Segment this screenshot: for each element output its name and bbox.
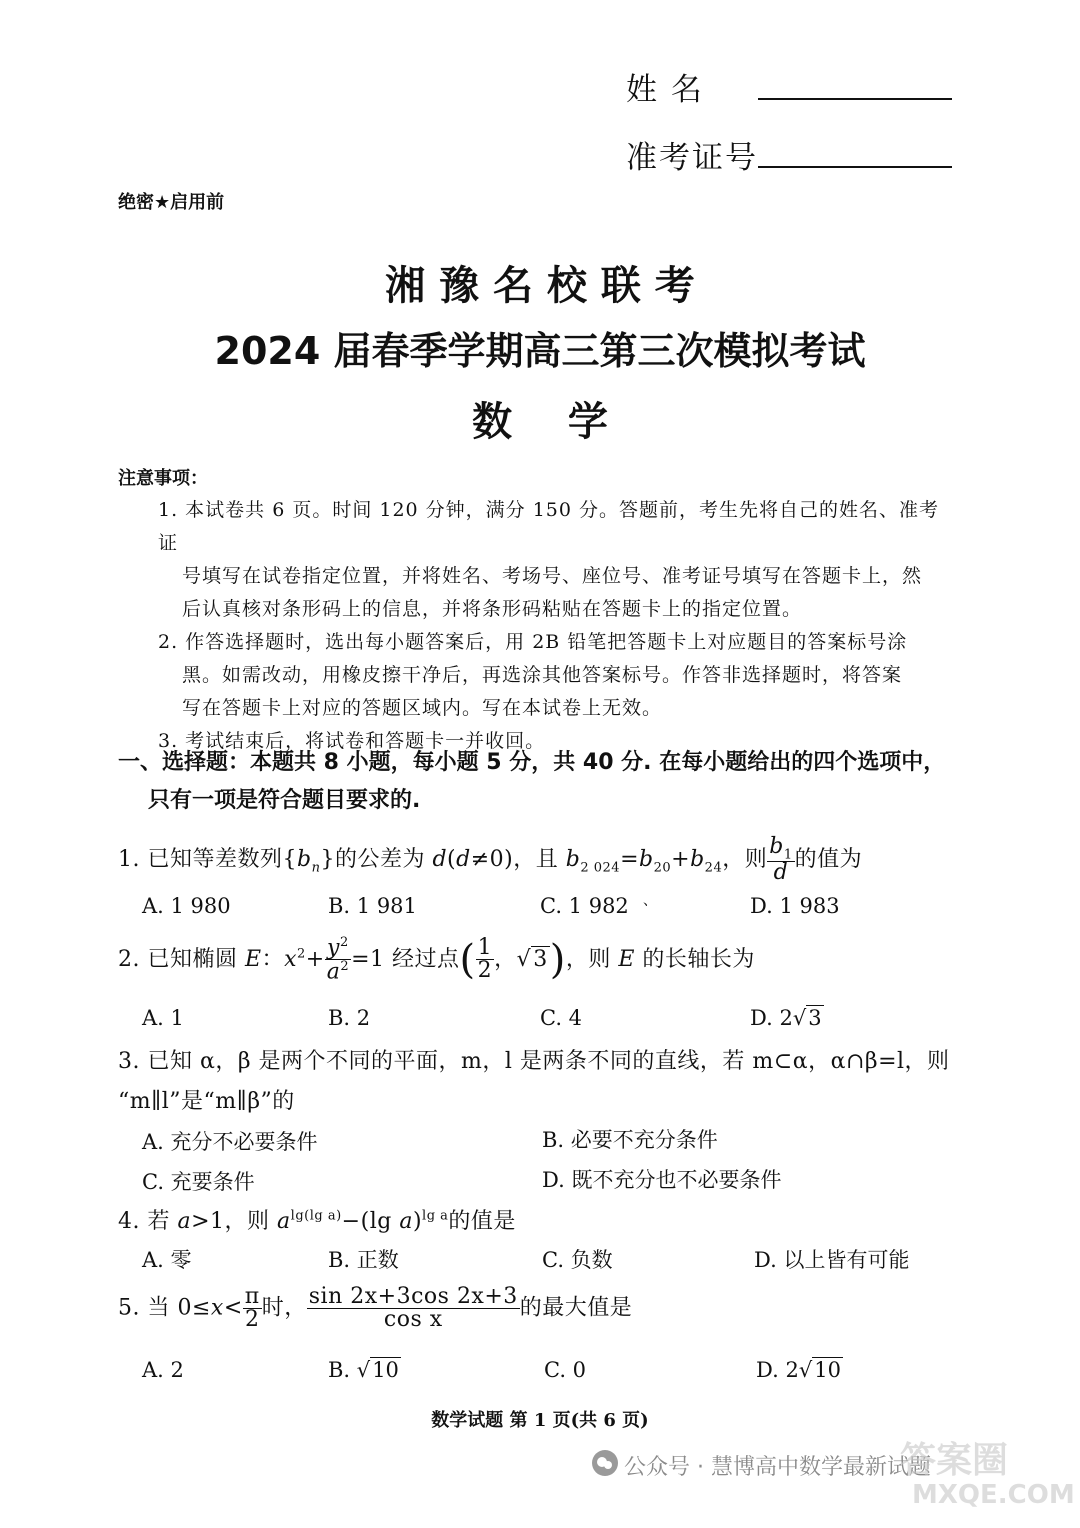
q2-frac-den: a <box>326 959 341 985</box>
q4-text: 的值是 <box>448 1209 516 1234</box>
q4-var: a <box>177 1209 192 1234</box>
q2-option-d-text: D. 2 <box>750 1006 793 1030</box>
q4-option-b[interactable]: B. 正数 <box>328 1248 399 1272</box>
subject-title: 数 学 <box>472 399 608 445</box>
name-blank-line[interactable] <box>758 98 952 100</box>
q2-text: ，则 <box>565 946 619 972</box>
q1-frac-num-sub: 1 <box>783 847 793 863</box>
q2-text: 2. 已知椭圆 <box>118 946 245 972</box>
q4-text: −(lg <box>341 1209 400 1234</box>
q1-sub: 2 024 <box>580 860 621 876</box>
q1-text: ≠0)，且 <box>470 847 566 873</box>
stray-mark: 、 <box>643 893 657 909</box>
q1-var: b <box>690 847 705 873</box>
page-footer: 数学试题 第 1 页(共 6 页) <box>431 1410 649 1431</box>
q1-text: + <box>671 847 691 873</box>
q1-var: b <box>296 847 312 873</box>
q2-sqrt: 3 <box>533 946 548 972</box>
q1-var: b <box>565 847 581 873</box>
q1-var: d <box>456 847 471 873</box>
q1-var: d <box>432 847 448 873</box>
q2-frac-num-sup: 2 <box>339 935 349 950</box>
q5-option-b-sqrt: 10 <box>372 1358 399 1382</box>
q2-sup: 2 <box>296 946 306 962</box>
q2-option-d[interactable]: D. 2√3 <box>750 1006 822 1030</box>
q2-pt-den: 2 <box>477 958 493 984</box>
q3-option-a[interactable]: A. 充分不必要条件 <box>142 1130 318 1154</box>
q2-var: E <box>244 946 262 972</box>
question-5 <box>118 1286 632 1331</box>
q1-text: 的值为 <box>794 847 863 873</box>
notice-line: 黑。如需改动，用橡皮擦干净后，再选涂其他答案标号。作答非选择题时，将答案 <box>182 664 903 686</box>
q5-text: 5. 当 0≤ <box>118 1295 211 1321</box>
q4-sup: lg a <box>422 1208 449 1224</box>
q2-option-b[interactable]: B. 2 <box>328 1006 371 1030</box>
q5-text: 的最大值是 <box>519 1295 633 1321</box>
q2-frac-den-sup: 2 <box>340 959 350 975</box>
exam-id-label: 准考证号 <box>626 140 758 176</box>
question-2: 2. 已知椭圆 E：$x^2+$ $\frac{y^2}{a^2}$ =1 经过点( $\frac{1}{2}$ ，√3)，则 E 的长轴长为 <box>118 935 755 985</box>
q2-option-d-sqrt: 3 <box>808 1006 822 1030</box>
q5-option-d[interactable]: D. 2√10 <box>756 1358 841 1382</box>
q1-option-b[interactable]: B. 1 981 <box>328 894 417 918</box>
q5-option-c[interactable]: C. 0 <box>544 1358 587 1382</box>
q4-option-d[interactable]: D. 以上皆有可能 <box>754 1248 910 1272</box>
q4-text: ) <box>412 1209 423 1234</box>
q4-var: a <box>399 1209 413 1234</box>
confidential-mark: 绝密★启用前 <box>118 192 225 213</box>
q4-sup: lg(lg a) <box>290 1208 342 1224</box>
question-4 <box>118 1204 516 1235</box>
watermark-logo-url: MXQE.COM <box>912 1480 1075 1510</box>
q5-option-b[interactable]: B. √10 <box>328 1358 399 1382</box>
q1-sub: 24 <box>704 860 723 876</box>
notice-line: 3. 考试结束后，将试卷和答题卡一并收回。 <box>158 730 546 752</box>
q1-text: ，则 <box>722 847 768 873</box>
q1-option-a[interactable]: A. 1 980 <box>142 894 231 918</box>
question-3-line2: “m∥l”是“m∥β”的 <box>118 1089 295 1114</box>
notice-line: 号填写在试卷指定位置，并将姓名、考场号、座位号、准考证号填写在答题卡上，然 <box>182 565 923 587</box>
q1-option-c[interactable]: C. 1 982 <box>540 894 629 918</box>
watermark-text: 公众号 · 慧博高中数学最新试题 <box>624 1455 931 1480</box>
q2-paren-right: ) <box>549 936 566 983</box>
q5-fraction <box>307 1286 520 1331</box>
section-heading-line2: 只有一项是符合题目要求的. <box>148 788 421 813</box>
q2-option-a[interactable]: A. 1 <box>142 1006 184 1030</box>
q3-option-b[interactable]: B. 必要不充分条件 <box>542 1128 718 1152</box>
section-heading-line1: 一、选择题：本题共 8 小题，每小题 5 分，共 40 分. 在每小题给出的四个选项中， <box>118 750 946 775</box>
watermark-logo: 答案圈 <box>900 1440 1009 1481</box>
q1-sub: 20 <box>653 860 672 876</box>
question-3-line1: 3. 已知 α，β 是两个不同的平面，m，l 是两条不同的直线，若 m⊂α，α∩β=l，则 <box>118 1049 950 1074</box>
q1-var: b <box>639 847 654 873</box>
q5-var: x <box>210 1295 224 1321</box>
wechat-icon-glyph <box>592 1450 618 1476</box>
q4-option-a[interactable]: A. 零 <box>142 1248 192 1272</box>
q1-frac-den: d <box>773 860 789 886</box>
exam-title-line2: 2024 届春季学期高三第三次模拟考试 <box>214 329 866 373</box>
q3-option-d[interactable]: D. 既不充分也不必要条件 <box>542 1168 782 1192</box>
q2-paren-left: ( <box>459 936 476 983</box>
q5-pi-fraction <box>243 1286 262 1331</box>
name-label: 姓 名 <box>626 72 704 108</box>
q1-text: 1. 已知等差数列{ <box>118 847 297 873</box>
q5-pi-num: π <box>244 1284 260 1309</box>
notice-title: 注意事项： <box>118 468 208 489</box>
notice-line: 后认真核对条形码上的信息，并将条形码粘贴在答题卡上的指定位置。 <box>182 598 803 620</box>
exam-id-blank-line[interactable] <box>758 166 952 168</box>
q3-option-c[interactable]: C. 充要条件 <box>142 1170 255 1194</box>
q2-text: ， <box>494 946 517 972</box>
notice-line: 2. 作答选择题时，选出每小题答案后，用 2B 铅笔把答题卡上对应题目的答案标号涂 <box>158 631 908 653</box>
q2-point-fraction <box>476 937 495 982</box>
q2-var: E <box>618 946 635 972</box>
q2-text: ： <box>261 946 285 972</box>
q1-text: }的公差为 <box>320 847 433 873</box>
q1-option-d[interactable]: D. 1 983 <box>750 894 840 918</box>
q2-option-c[interactable]: C. 4 <box>540 1006 583 1030</box>
q2-text: 的长轴长为 <box>634 946 755 972</box>
q1-fraction <box>767 836 794 884</box>
q1-text: = <box>620 847 639 873</box>
q4-var: a <box>277 1209 291 1234</box>
q5-frac-num: sin 2x+3cos 2x+3 <box>308 1284 518 1309</box>
q4-option-c[interactable]: C. 负数 <box>542 1248 613 1272</box>
q4-text: 4. 若 <box>118 1209 178 1234</box>
q5-pi-den: 2 <box>245 1307 260 1332</box>
notice-line: 1. 本试卷共 6 页。时间 120 分钟，满分 150 分。答题前，考生先将自己的姓名、准考证 <box>158 499 940 554</box>
wechat-icon <box>592 1450 618 1476</box>
q5-frac-den: cos x <box>383 1307 443 1332</box>
q5-option-a[interactable]: A. 2 <box>142 1358 184 1382</box>
q5-text: < <box>223 1295 243 1321</box>
section-heading <box>118 744 945 820</box>
notice-body <box>158 494 958 758</box>
q1-sub: n <box>311 860 321 876</box>
q2-text: + <box>305 946 325 972</box>
q2-text: =1 经过点 <box>351 946 460 972</box>
q2-frac-num: y <box>327 935 340 961</box>
q2-fraction <box>325 936 351 984</box>
q4-text: >1，则 <box>191 1209 278 1234</box>
q5-option-d-text: D. 2 <box>756 1358 799 1382</box>
q1-frac-num: b <box>769 834 784 859</box>
q2-var: x <box>284 946 297 972</box>
q5-option-d-sqrt: 10 <box>814 1358 841 1382</box>
exam-title-line1: 湘 豫 名 校 联 考 <box>385 263 695 309</box>
notice-line: 写在答题卡上对应的答题区域内。写在本试卷上无效。 <box>182 697 663 719</box>
q1-text: ( <box>447 847 457 873</box>
q5-text: 时， <box>261 1295 307 1321</box>
q5-option-b-text: B. <box>328 1358 357 1382</box>
question-1 <box>118 836 862 884</box>
q2-pt-num: 1 <box>477 935 493 961</box>
